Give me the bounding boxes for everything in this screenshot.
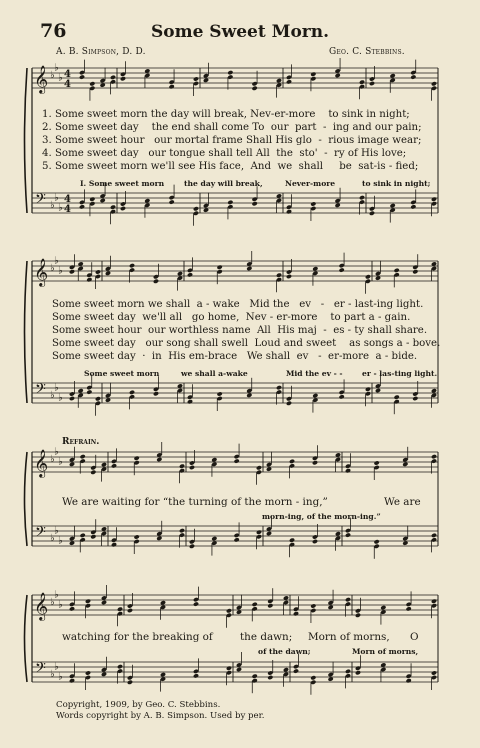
svg-text:𝄞: 𝄞 — [34, 65, 49, 93]
svg-text:♭: ♭ — [50, 70, 55, 81]
svg-text:♭: ♭ — [58, 671, 63, 683]
svg-text:♭: ♭ — [58, 392, 63, 404]
refrain-label: Refrain. — [62, 437, 100, 447]
system-1-bass-word: Never-more — [285, 179, 336, 188]
svg-text:♭: ♭ — [54, 62, 59, 74]
svg-text:4: 4 — [64, 79, 71, 90]
svg-text:♭: ♭ — [50, 390, 55, 401]
system-4-lyric: O — [410, 631, 419, 643]
hymn-number: 76 — [40, 20, 67, 42]
svg-text:𝄞: 𝄞 — [34, 449, 49, 477]
system-2-line-2: Some sweet day we'll all go home, Nev - er-more to part a - gain. — [52, 312, 411, 323]
svg-text:♭: ♭ — [54, 525, 59, 537]
svg-text:𝄢: 𝄢 — [35, 660, 46, 680]
svg-text:4: 4 — [64, 194, 71, 205]
svg-text:𝄞: 𝄞 — [34, 258, 49, 286]
system-1-bass-word: I. Some sweet morn — [80, 179, 165, 188]
svg-text:𝄞: 𝄞 — [34, 592, 49, 620]
svg-text:♭: ♭ — [58, 265, 63, 277]
author-credit: A. B. Simpson, D. D. — [56, 47, 146, 57]
svg-text:♭: ♭ — [54, 192, 59, 204]
refrain-bass-word: morn-ing, of the morn-ing.” — [262, 512, 381, 521]
system-4-lyric: Morn of morns, — [308, 631, 390, 643]
refrain-lyric: We are waiting for “the turning of the morn - ing,” — [62, 496, 328, 508]
system-4-lyric: watching for the breaking of — [62, 631, 213, 643]
refrain-lyric: We are — [384, 496, 421, 508]
svg-text:♭: ♭ — [50, 533, 55, 544]
svg-text:4: 4 — [64, 204, 71, 215]
system-4-lyric: the dawn; — [240, 631, 293, 643]
system-2-bass-word: Some sweet morn — [84, 369, 160, 378]
system-2-line-3: Some sweet hour our worthless name All His maj - es - ty shall share. — [52, 325, 428, 336]
system-2-line-5: Some sweet day · in His em-brace We shall ev - er-more a - bide. — [52, 351, 418, 362]
svg-text:♭: ♭ — [54, 589, 59, 601]
system-2-bass-word: er - las-ting light. — [362, 369, 438, 378]
hymn-title: Some Sweet Morn. — [150, 22, 330, 42]
verse-3: 3. Some sweet hour our mortal frame Shall His glo - rious image wear; — [42, 135, 422, 146]
system-4-bass-word: Morn of morns, — [352, 647, 419, 656]
svg-text:♭: ♭ — [50, 454, 55, 465]
svg-text:♭: ♭ — [50, 263, 55, 274]
copyright-line: Copyright, 1909, by Geo. C. Stebbins. — [56, 700, 221, 710]
svg-text:♭: ♭ — [50, 597, 55, 608]
svg-text:♭: ♭ — [50, 200, 55, 211]
svg-text:♭: ♭ — [58, 599, 63, 611]
system-2-bass-word: we shall a-wake — [181, 369, 248, 378]
svg-text:♭: ♭ — [54, 255, 59, 267]
svg-text:♭: ♭ — [54, 382, 59, 394]
svg-text:♭: ♭ — [58, 72, 63, 84]
system-2-line-4: Some sweet day our song shall swell Loud and sweet as songs a - bove. — [52, 338, 441, 349]
svg-text:♭: ♭ — [58, 535, 63, 547]
words-copyright-line: Words copyright by A. B. Simpson. Used by per. — [56, 711, 265, 721]
svg-text:♭: ♭ — [50, 669, 55, 680]
verse-5: 5. Some sweet morn we'll see His face, And we shall be sat-is - fied; — [42, 161, 419, 172]
svg-text:𝄢: 𝄢 — [35, 191, 46, 211]
verse-2: 2. Some sweet day the end shall come To our part - ing and our pain; — [42, 122, 422, 133]
verse-1: 1. Some sweet morn the day will break, Nev-er-more to sink in night; — [42, 109, 410, 120]
svg-text:♭: ♭ — [54, 661, 59, 673]
system-4-bass-word: of the dawn; — [258, 647, 311, 656]
system-2-line-1: Some sweet morn we shall a - wake Mid the ev - er - last-ing light. — [52, 299, 424, 310]
composer-credit: Geo. C. Stebbins. — [329, 47, 405, 57]
svg-text:𝄢: 𝄢 — [35, 381, 46, 401]
svg-text:𝄢: 𝄢 — [35, 524, 46, 544]
svg-text:4: 4 — [64, 69, 71, 80]
svg-text:♭: ♭ — [54, 446, 59, 458]
system-1-bass-word: to sink in night; — [362, 179, 431, 188]
system-1-bass-word: the day will break, — [184, 179, 263, 188]
system-2-bass-word: Mid the ev - - — [286, 369, 343, 378]
svg-text:♭: ♭ — [58, 456, 63, 468]
verse-4: 4. Some sweet day our tongue shall tell All the sto' - ry of His love; — [42, 148, 407, 159]
svg-text:♭: ♭ — [58, 202, 63, 214]
